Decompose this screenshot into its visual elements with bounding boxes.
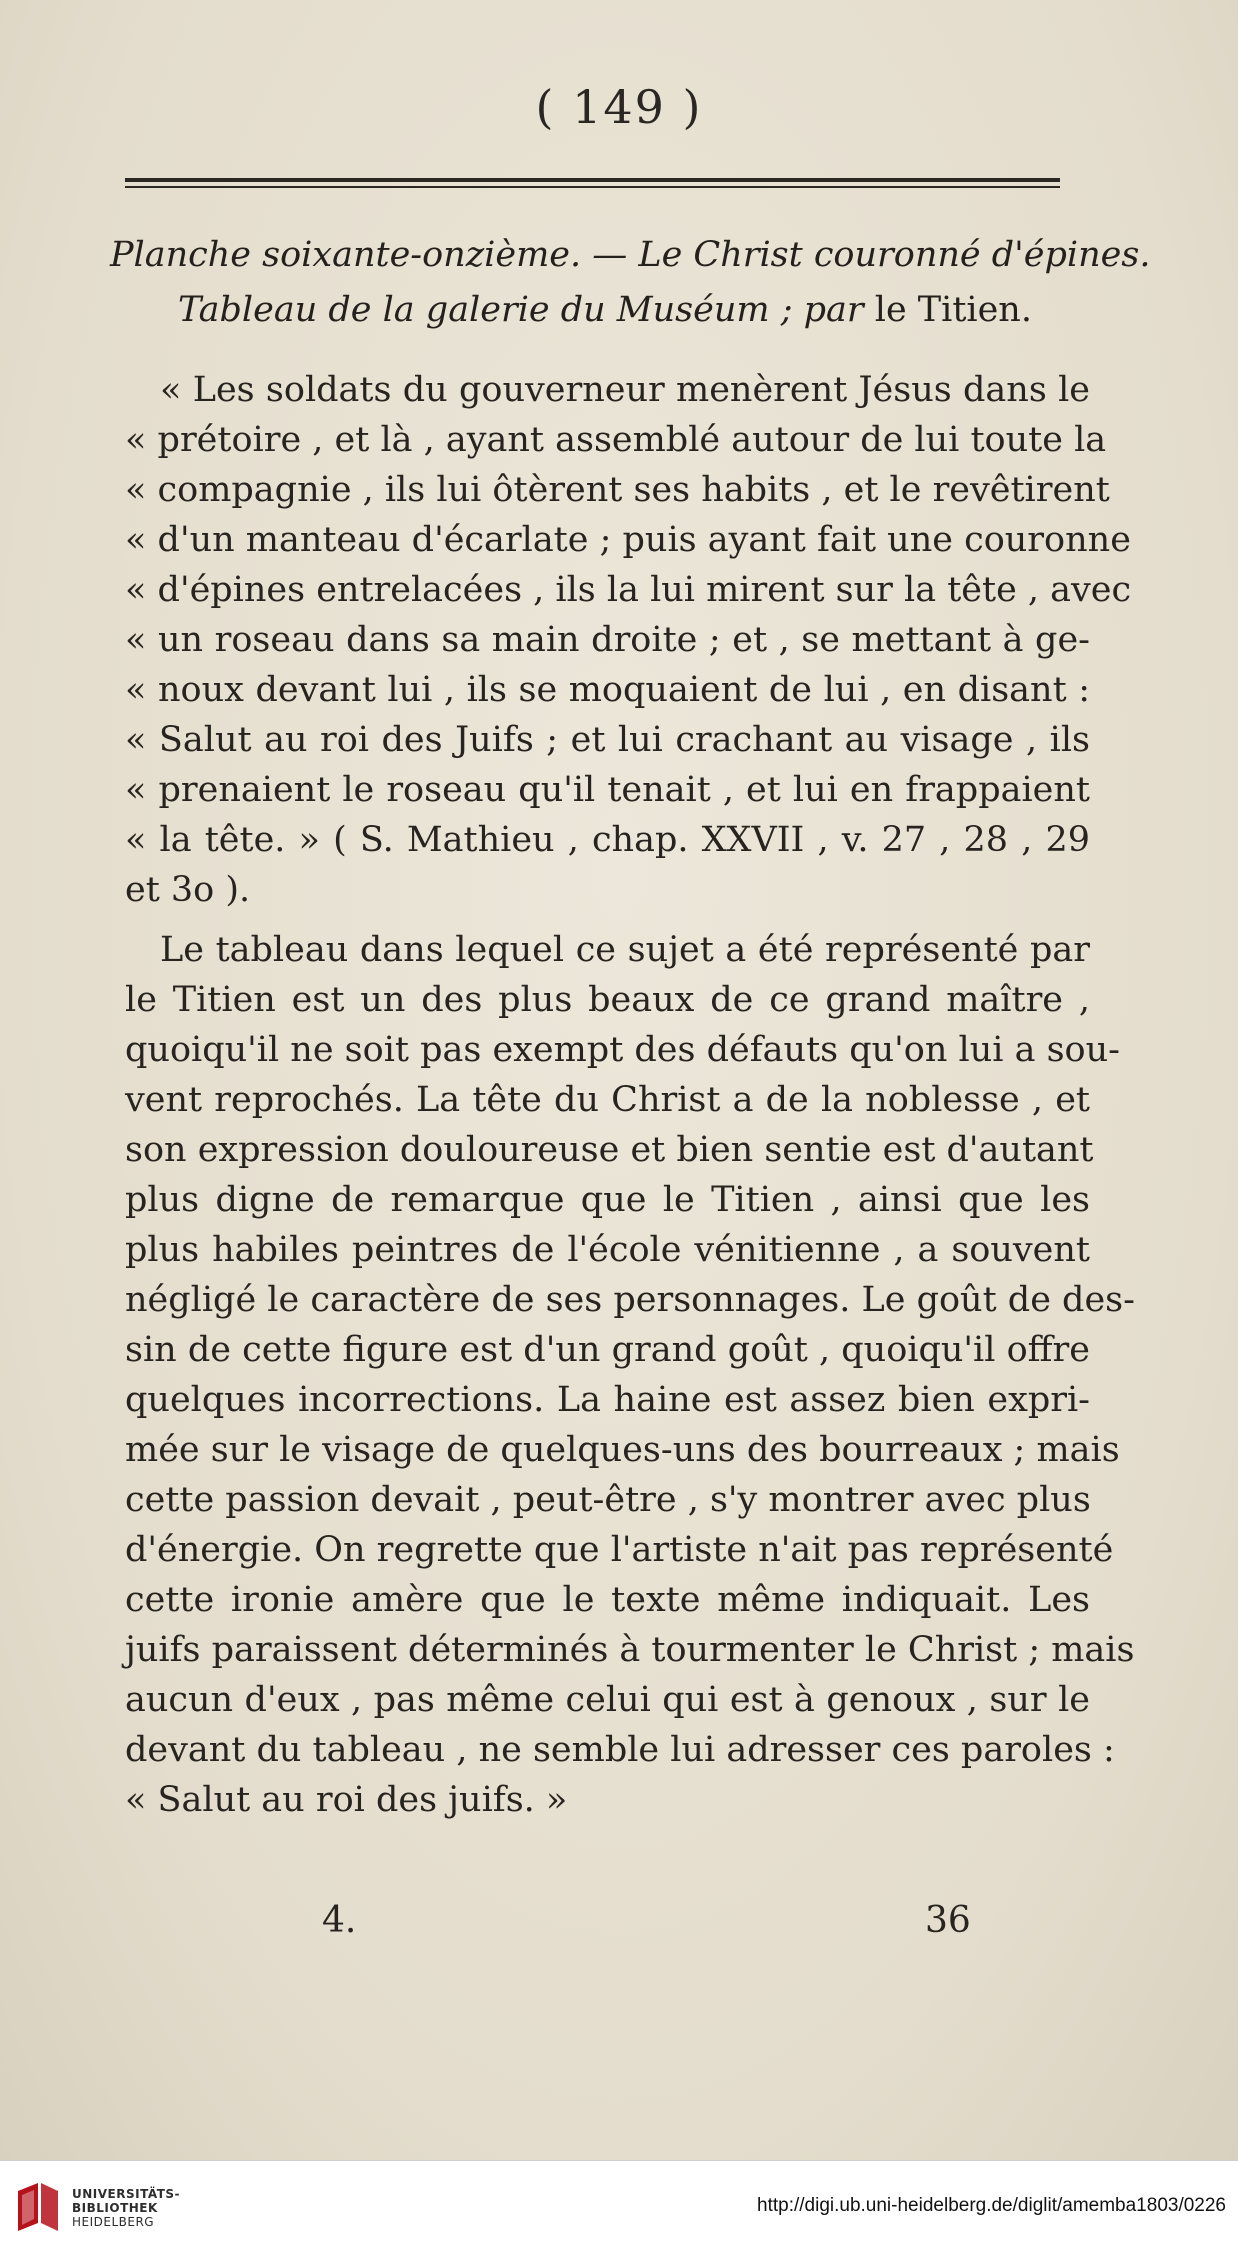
permalink-url[interactable]: http://digi.ub.uni-heidelberg.de/diglit/amemba1803/0226 bbox=[757, 2195, 1226, 2216]
caption-source: Tableau de la galerie du Muséum ; par bbox=[178, 290, 864, 330]
text-line: « Salut au roi des juifs. » bbox=[125, 1780, 568, 1820]
text-line: sin de cette figure est d'un grand goût , quoiqu'il offre bbox=[125, 1330, 1090, 1370]
text-line: cette passion devait , peut-être , s'y montrer avec plus bbox=[125, 1480, 1091, 1520]
university-library-logo-icon bbox=[14, 2181, 62, 2235]
text-line: et 3o ). bbox=[125, 870, 251, 910]
library-name: UNIVERSITÄTS- BIBLIOTHEK HEIDELBERG bbox=[72, 2187, 181, 2229]
signature-mark-left: 4. bbox=[322, 1900, 357, 1941]
text-line: « prenaient le roseau qu'il tenait , et lui en frappaient bbox=[125, 770, 1090, 810]
text-line: « Salut au roi des Juifs ; et lui crachant au visage , ils bbox=[125, 720, 1090, 760]
library-footer bbox=[0, 2160, 1238, 2254]
text-line: le Titien est un des plus beaux de ce grand maître , bbox=[125, 980, 1090, 1020]
text-line: vent reprochés. La tête du Christ a de la noblesse , et bbox=[125, 1080, 1090, 1120]
header-rule-thin bbox=[125, 186, 1060, 188]
text-line: quoiqu'il ne soit pas exempt des défauts qu'on lui a sou- bbox=[125, 1030, 1120, 1070]
text-line: « un roseau dans sa main droite ; et , se mettant à ge- bbox=[125, 620, 1090, 660]
text-line: aucun d'eux , pas même celui qui est à genoux , sur le bbox=[125, 1680, 1090, 1720]
text-line: Le tableau dans lequel ce sujet a été représenté par bbox=[160, 930, 1090, 970]
text-line: mée sur le visage de quelques-uns des bourreaux ; mais bbox=[125, 1430, 1120, 1470]
text-line: cette ironie amère que le texte même indiquait. Les bbox=[125, 1580, 1090, 1620]
text-line: juifs paraissent déterminés à tourmenter le Christ ; mais bbox=[125, 1630, 1135, 1670]
text-line: « Les soldats du gouverneur menèrent Jésus dans le bbox=[160, 370, 1090, 410]
text-line: d'énergie. On regrette que l'artiste n'ait pas représenté bbox=[125, 1530, 1114, 1570]
page-number: ( 149 ) bbox=[535, 80, 703, 134]
text-line: « compagnie , ils lui ôtèrent ses habits , et le revêtirent bbox=[125, 470, 1110, 510]
caption-artist: le Titien. bbox=[863, 290, 1032, 330]
text-line: « prétoire , et là , ayant assemblé autour de lui toute la bbox=[125, 420, 1107, 460]
plate-caption-line-2 bbox=[110, 290, 1100, 330]
text-line: plus habiles peintres de l'école vénitienne , a souvent bbox=[125, 1230, 1090, 1270]
text-line: « la tête. » ( S. Mathieu , chap. XXVII , v. 27 , 28 , 29 bbox=[125, 820, 1090, 860]
text-line: « d'un manteau d'écarlate ; puis ayant fait une couronne bbox=[125, 520, 1131, 560]
text-line: devant du tableau , ne semble lui adresser ces paroles : bbox=[125, 1730, 1115, 1770]
text-line: « noux devant lui , ils se moquaient de lui , en disant : bbox=[125, 670, 1090, 710]
text-line: « d'épines entrelacées , ils la lui mirent sur la tête , avec bbox=[125, 570, 1132, 610]
text-line: quelques incorrections. La haine est assez bien expri- bbox=[125, 1380, 1090, 1420]
text-line: son expression douloureuse et bien sentie est d'autant bbox=[125, 1130, 1094, 1170]
signature-mark-right: 36 bbox=[925, 1900, 971, 1941]
header-rule-thick bbox=[125, 178, 1060, 182]
plate-caption-line-1: Planche soixante-onzième. — Le Christ couronné d'épines. bbox=[110, 235, 1151, 275]
text-line: plus digne de remarque que le Titien , ainsi que les bbox=[125, 1180, 1090, 1220]
text-line: négligé le caractère de ses personnages. Le goût de des- bbox=[125, 1280, 1135, 1320]
